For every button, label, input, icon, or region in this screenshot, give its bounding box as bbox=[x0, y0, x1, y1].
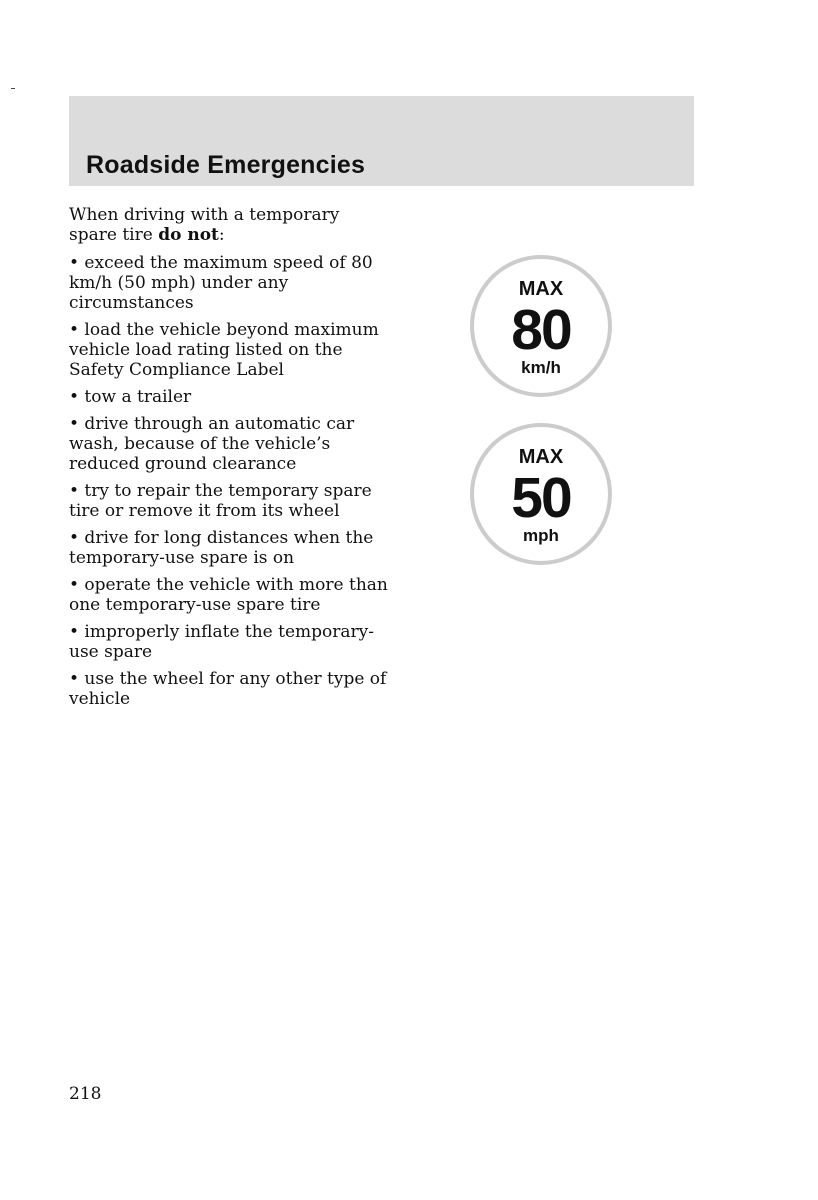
main-content bbox=[69, 205, 389, 716]
sign-max-label: MAX bbox=[518, 278, 564, 300]
page-title: Roadside Emergencies bbox=[86, 151, 366, 179]
intro-paragraph bbox=[69, 205, 389, 245]
speed-sign-kmh bbox=[470, 255, 612, 397]
list-item: • try to repair the temporary spare tire or remove it from its wheel bbox=[69, 481, 372, 521]
section-header bbox=[69, 96, 694, 186]
warning-list bbox=[69, 253, 389, 709]
intro-text: When driving with a temporary spare tire bbox=[69, 205, 340, 245]
list-item: • exceed the maximum speed of 80 km/h (50 mph) under any circumstances bbox=[69, 253, 373, 313]
sign-speed-value: 50 bbox=[511, 466, 571, 530]
list-item: • drive for long distances when the temporary-use spare is on bbox=[69, 528, 374, 568]
sign-unit-label: km/h bbox=[521, 358, 561, 377]
sign-unit-label: mph bbox=[523, 526, 559, 545]
sign-max-label: MAX bbox=[518, 446, 564, 468]
list-item: • tow a trailer bbox=[69, 387, 192, 407]
list-item: • use the wheel for any other type of vehicle bbox=[69, 669, 387, 709]
speed-limit-signs bbox=[470, 255, 612, 591]
intro-emphasis: do not bbox=[158, 225, 219, 245]
page-number: 218 bbox=[69, 1084, 102, 1104]
sign-speed-value: 80 bbox=[511, 298, 571, 362]
corner-mark bbox=[11, 88, 15, 89]
list-item: • drive through an automatic car wash, because of the vehicle’s reduced ground clearance bbox=[69, 414, 355, 474]
speed-sign-mph bbox=[470, 423, 612, 565]
list-item: • improperly inflate the temporary-use spare bbox=[69, 622, 375, 662]
list-item: • load the vehicle beyond maximum vehicle load rating listed on the Safety Compliance Label bbox=[69, 320, 379, 380]
list-item: • operate the vehicle with more than one temporary-use spare tire bbox=[69, 575, 388, 615]
intro-colon: : bbox=[218, 225, 225, 245]
